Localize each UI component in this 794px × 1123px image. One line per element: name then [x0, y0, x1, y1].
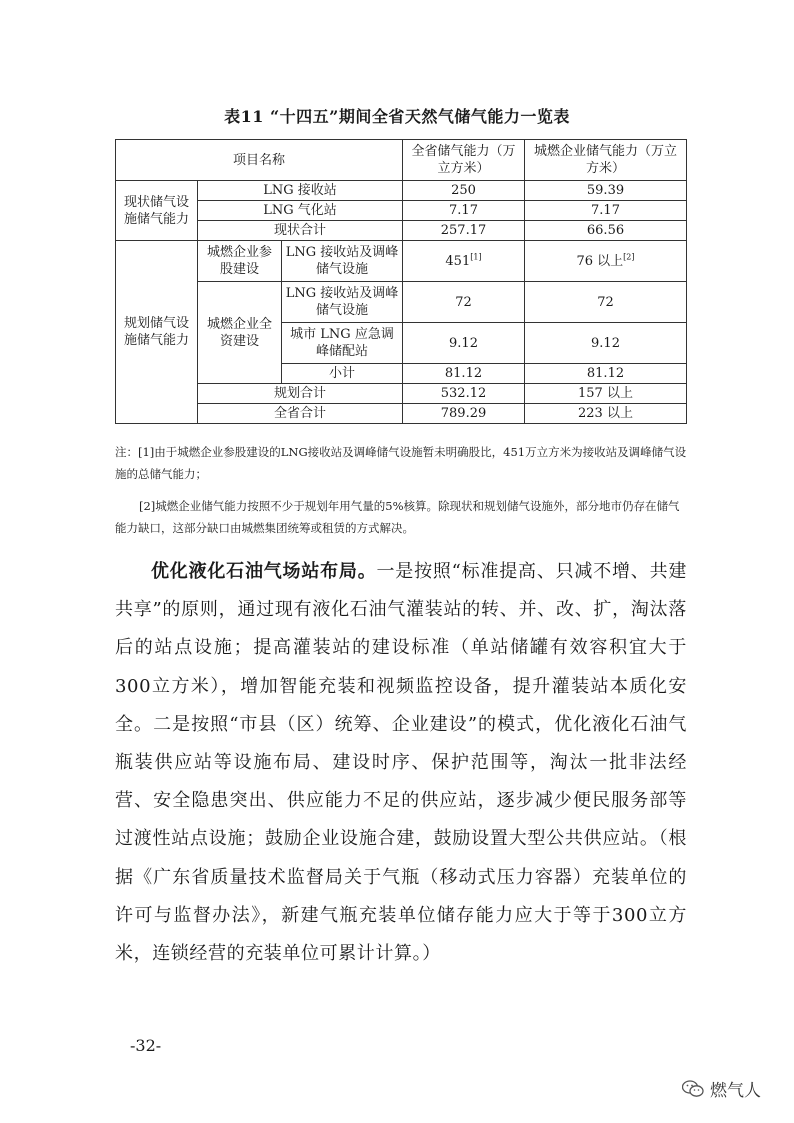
group-planned: 规划储气设施储气能力 — [116, 241, 198, 424]
row-value: 59.39 — [525, 181, 687, 201]
row-name: 全省合计 — [198, 404, 403, 424]
table-row — [116, 404, 687, 424]
gas-storage-table — [115, 139, 687, 424]
table-row — [116, 384, 687, 404]
group-existing: 现状储气设施储气能力 — [116, 181, 198, 241]
row-value: 9.12 — [403, 323, 525, 364]
table-row — [116, 241, 687, 282]
row-value: 451[1] — [403, 241, 525, 282]
row-value: 76 以上[2] — [525, 241, 687, 282]
row-value: 257.17 — [403, 221, 525, 241]
page-number: -32- — [130, 1036, 162, 1055]
paragraph-text: 一是按照“标准提高、只减不增、共建共享”的原则，通过现有液化石油气灌装站的转、并、改、扩，淘汰落后的站点设施；提高灌装站的建设标准（单站储罐有效容积宜大于300立方米），增加智能充装和视频监控设备，提升灌装站本质化安全。二是按照“市县（区）统筹、企业建设”的模式，优化液化石油气瓶装供应站等设施布局、建设时序、保护范围等，淘汰一批非法经营、安全隐患突出、供应能力不足的供应站，逐步减少便民服务部等过渡性站点设施；鼓励企业设施合建，鼓励设置大型公共供应站。（根据《广东省质量技术监督局关于气瓶（移动式压力容器）充装单位的许可与监督办法》，新建气瓶充装单位储存能力应大于等于300立方米，连锁经营的充装单位可累计计算。） — [115, 561, 687, 965]
row-value: 9.12 — [525, 323, 687, 364]
footnote-ref: [1] — [470, 252, 482, 262]
row-value: 223 以上 — [525, 404, 687, 424]
row-value: 789.29 — [403, 404, 525, 424]
row-value: 157 以上 — [525, 384, 687, 404]
sub-group-label: 城燃企业全资建设 — [198, 282, 282, 384]
row-name: 规划合计 — [198, 384, 403, 404]
row-value: 532.12 — [403, 384, 525, 404]
table-row — [116, 181, 687, 201]
row-name: LNG 气化站 — [198, 201, 403, 221]
row-name: 小计 — [282, 364, 403, 384]
paragraph-heading: 优化液化石油气场站布局。 — [151, 561, 377, 582]
row-value: 72 — [403, 282, 525, 323]
table-row — [116, 221, 687, 241]
footnote-ref: [2] — [623, 252, 635, 262]
watermark — [682, 1076, 761, 1101]
row-value: 81.12 — [403, 364, 525, 384]
row-name: LNG 接收站及调峰储气设施 — [282, 241, 403, 282]
row-value: 66.56 — [525, 221, 687, 241]
table-row — [116, 282, 687, 323]
wechat-icon — [682, 1080, 704, 1098]
row-name: LNG 接收站及调峰储气设施 — [282, 282, 403, 323]
footnote-2: [2]城燃企业储气能力按照不少于规划年用气量的5%核算。除现状和规划储气设施外，部分地市仍存在储气能力缺口，这部分缺口由城燃集团统筹或租赁的方式解决。 — [115, 499, 680, 535]
table-row — [116, 201, 687, 221]
row-name: 城市 LNG 应急调峰储配站 — [282, 323, 403, 364]
sub-group-label: 城燃企业参股建设 — [198, 241, 282, 282]
row-value: 81.12 — [525, 364, 687, 384]
footnote-1: 注：[1]由于城燃企业参股建设的LNG接收站及调峰储气设施暂未明确股比，451万立方米为接收站及调峰储气设施的总储气能力； — [115, 445, 687, 481]
row-name: 现状合计 — [198, 221, 403, 241]
table-header-row — [116, 140, 687, 181]
body-paragraph — [115, 553, 687, 973]
row-value: 7.17 — [525, 201, 687, 221]
row-name: LNG 接收站 — [198, 181, 403, 201]
row-value: 72 — [525, 282, 687, 323]
table-title: 表11 “十四五”期间全省天然气储气能力一览表 — [224, 107, 570, 126]
header-item: 项目名称 — [116, 140, 403, 181]
watermark-text: 燃气人 — [710, 1081, 761, 1101]
row-value: 7.17 — [403, 201, 525, 221]
header-col1: 全省储气能力（万立方米） — [403, 140, 525, 181]
row-value: 250 — [403, 181, 525, 201]
header-col2: 城燃企业储气能力（万立方米） — [525, 140, 687, 181]
